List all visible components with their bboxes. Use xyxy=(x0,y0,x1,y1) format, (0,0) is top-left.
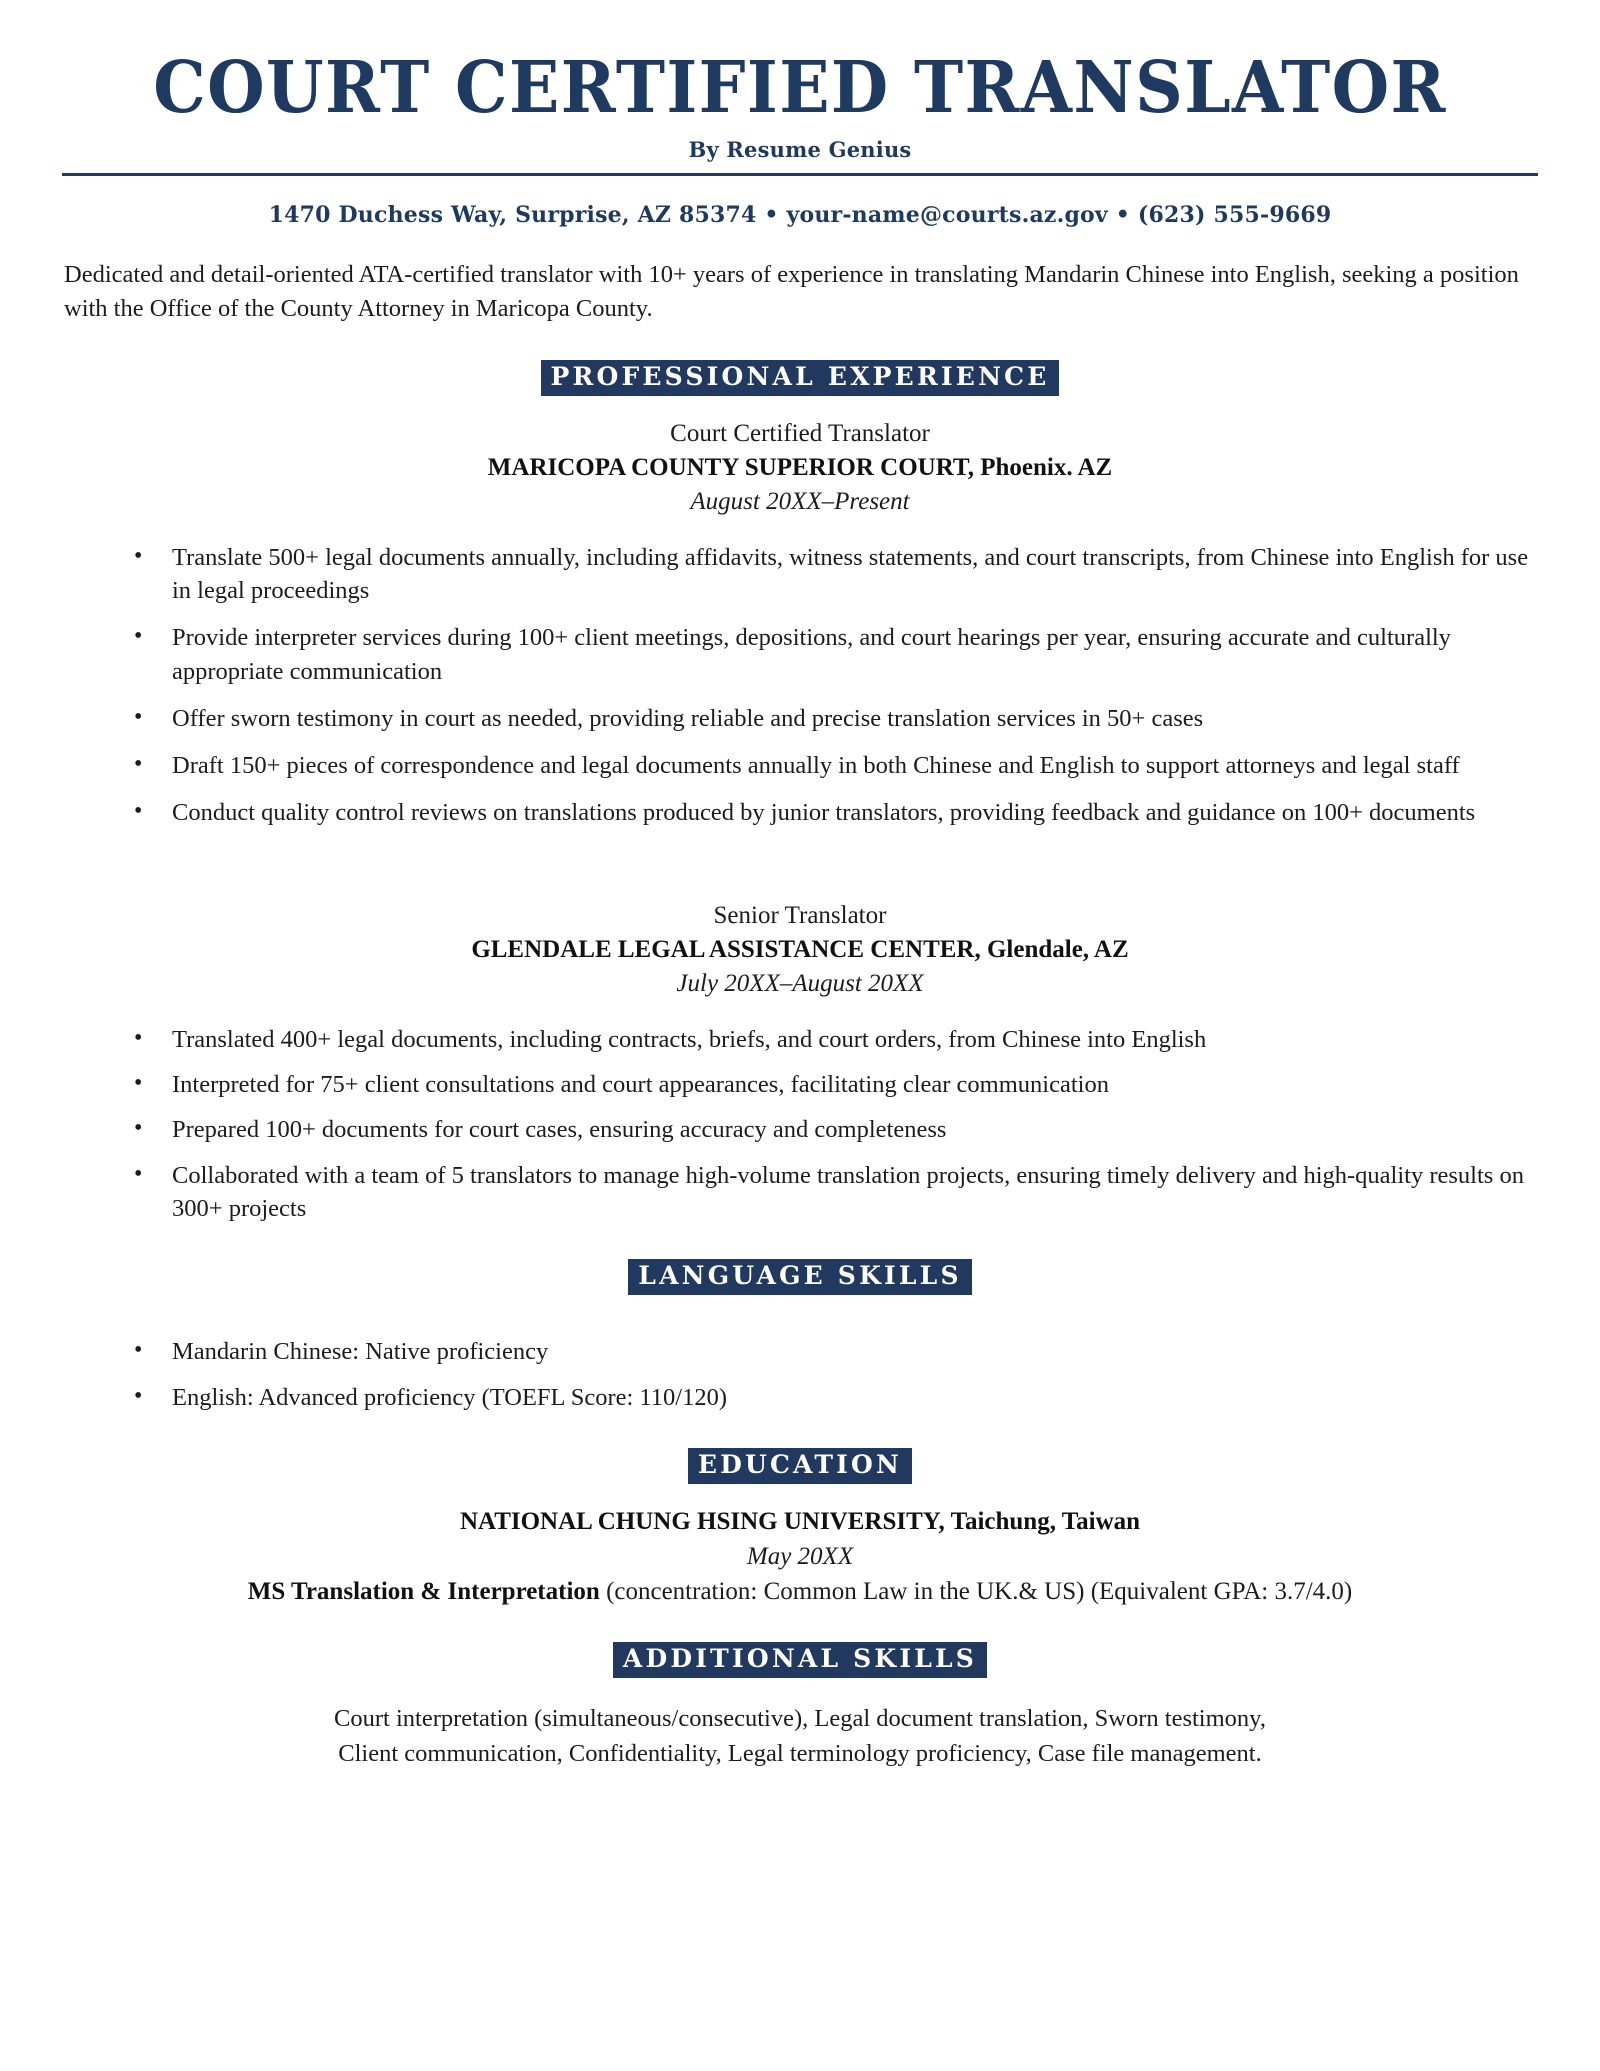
section-heading-additional-skills: ADDITIONAL SKILLS xyxy=(613,1642,987,1678)
list-item: • Offer sworn testimony in court as needed, providing reliable and precise translation services in 50+ cases xyxy=(134,702,1538,735)
job-organization: MARICOPA COUNTY SUPERIOR COURT, Phoenix. AZ xyxy=(487,453,1113,481)
professional-summary: Dedicated and detail-oriented ATA-certified translator with 10+ years of experience in translating Mandarin Chinese into English, seeking a position with the Office of the County Attorney in Maricopa County. xyxy=(64,261,1519,322)
list-item: • Translated 400+ legal documents, including contracts, briefs, and court orders, from Chinese into English xyxy=(134,1023,1538,1056)
job-title: Court Certified Translator xyxy=(670,419,930,447)
experience-entry xyxy=(62,900,1538,1001)
education-school: NATIONAL CHUNG HSING UNIVERSITY, Taichung, Taiwan xyxy=(459,1507,1141,1535)
resume-header xyxy=(62,0,1538,228)
list-item: • Collaborated with a team of 5 translators to manage high-volume translation projects, ensuring timely delivery and high-quality results on 300+ projects xyxy=(134,1159,1538,1226)
experience-entry xyxy=(62,418,1538,519)
list-item: • Translate 500+ legal documents annually, including affidavits, witness statements, and court transcripts, from Chinese into English for use in legal proceedings xyxy=(134,541,1538,608)
section-heading-experience: PROFESSIONAL EXPERIENCE xyxy=(541,360,1060,396)
job-dates: August 20XX–Present xyxy=(690,488,910,516)
header-divider xyxy=(62,173,1538,176)
list-item: • English: Advanced proficiency (TOEFL Score: 110/120) xyxy=(134,1381,1538,1414)
candidate-name: COURT CERTIFIED TRANSLATOR xyxy=(153,45,1447,129)
job-organization: GLENDALE LEGAL ASSISTANCE CENTER, Glendale, AZ xyxy=(471,935,1129,963)
job-bullet-list xyxy=(62,541,1538,830)
entry-spacer xyxy=(62,844,1538,878)
list-item: • Prepared 100+ documents for court cases, ensuring accuracy and completeness xyxy=(134,1113,1538,1146)
education-degree-detail: (concentration: Common Law in the UK.& US) (Equivalent GPA: 3.7/4.0) xyxy=(599,1578,1353,1606)
job-bullet-list xyxy=(62,1023,1538,1226)
section-education xyxy=(62,1448,1538,1484)
byline: By Resume Genius xyxy=(688,137,912,162)
list-item: • Mandarin Chinese: Native proficiency xyxy=(134,1335,1538,1368)
language-skills-list xyxy=(62,1335,1538,1414)
job-title: Senior Translator xyxy=(713,901,887,929)
additional-skills-text xyxy=(62,1702,1538,1772)
education-degree xyxy=(62,1575,1538,1608)
contact-line: 1470 Duchess Way, Surprise, AZ 85374 • your-name@courts.az.gov • (623) 555-9669 xyxy=(268,202,1332,228)
list-item: • Provide interpreter services during 100+ client meetings, depositions, and court hearings per year, ensuring accurate and culturally appropriate communication xyxy=(134,621,1538,688)
education-degree-name: MS Translation & Interpretation xyxy=(247,1578,600,1606)
job-dates: July 20XX–August 20XX xyxy=(676,970,924,998)
section-language-skills xyxy=(62,1259,1538,1295)
list-item: • Conduct quality control reviews on translations produced by junior translators, providing feedback and guidance on 100+ documents xyxy=(134,796,1538,829)
section-heading-language-skills: LANGUAGE SKILLS xyxy=(628,1259,971,1295)
additional-skills-line-2: Client communication, Confidentiality, Legal terminology proficiency, Case file management. xyxy=(338,1740,1262,1768)
education-date: May 20XX xyxy=(746,1543,854,1571)
section-additional-skills xyxy=(62,1642,1538,1678)
section-professional-experience xyxy=(62,360,1538,396)
section-heading-education: EDUCATION xyxy=(688,1448,912,1484)
list-item: • Draft 150+ pieces of correspondence and legal documents annually in both Chinese and English to support attorneys and legal staff xyxy=(134,749,1538,782)
additional-skills-line-1: Court interpretation (simultaneous/consecutive), Legal document translation, Sworn testimony, xyxy=(334,1705,1266,1733)
list-item: • Interpreted for 75+ client consultations and court appearances, facilitating clear communication xyxy=(134,1068,1538,1101)
education-entry xyxy=(62,1506,1538,1609)
